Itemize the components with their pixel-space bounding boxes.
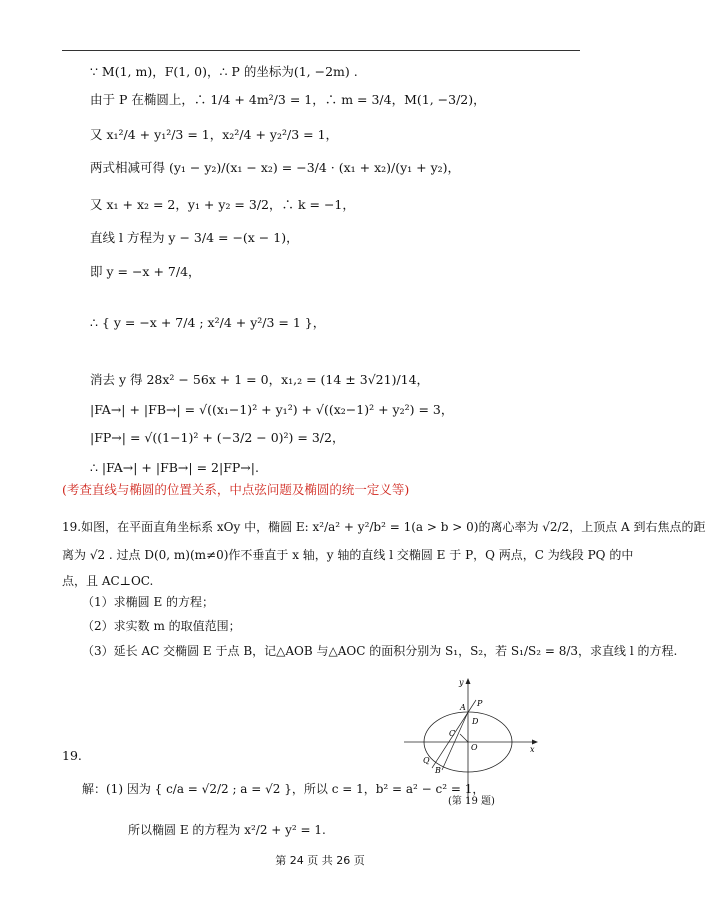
- fig-label-d: D: [472, 717, 479, 726]
- solution-line-7: 即 y = −x + 7/4，: [90, 264, 201, 279]
- solution-line-6: 直线 l 方程为 y − 3/4 = −(x − 1)，: [90, 230, 299, 245]
- solution-line-10: |FA→| + |FB→| = √((x₁−1)² + y₁²) + √((x₂−1)² + y₂²) = 3，: [90, 402, 454, 417]
- fig-label-x: x: [530, 745, 535, 754]
- fig-label-b: B: [435, 766, 441, 775]
- solution-line-9: 消去 y 得 28x² − 56x + 1 = 0，x₁,₂ = (14 ± 3√21)/14，: [90, 372, 430, 387]
- solution-line-2: 由于 P 在椭圆上，∴ 1/4 + 4m²/3 = 1，∴ m = 3/4，M(1, −3/2)，: [90, 92, 486, 107]
- fig-label-y: y: [459, 678, 464, 687]
- answer-line-1: 解：(1) 因为 { c/a = √2/2 ; a = √2 }，所以 c = 1，b² = a² − c² = 1，: [82, 782, 485, 796]
- solution-line-1: ∵ M(1, m)，F(1, 0)，∴ P 的坐标为(1, −2m) .: [90, 64, 358, 79]
- answer-number: 19.: [62, 748, 82, 763]
- solution-line-4: 两式相减可得 (y₁ − y₂)/(x₁ − x₂) = −3/4 · (x₁ + x₂)/(y₁ + y₂)，: [90, 160, 461, 175]
- answer-line-2: 所以椭圆 E 的方程为 x²/2 + y² = 1.: [128, 823, 326, 837]
- fig-label-c: C: [449, 729, 456, 738]
- problem-line-1: 19.如图，在平面直角坐标系 xOy 中，椭圆 E: x²/a² + y²/b² = 1(a > b > 0)的离心率为 √2/2，上顶点 A 到右焦点的距: [62, 520, 706, 534]
- topic-note: (考查直线与椭圆的位置关系，中点弦问题及椭圆的统一定义等): [62, 482, 410, 497]
- figure-caption: (第 19 题): [448, 796, 495, 807]
- fig-label-q: Q: [423, 756, 430, 765]
- problem-line-2: 离为 √2 . 过点 D(0, m)(m≠0)作不垂直于 x 轴，y 轴的直线 l 交椭圆 E 于 P，Q 两点，C 为线段 PQ 的中: [62, 548, 634, 562]
- problem-part-2: （2）求实数 m 的取值范围；: [82, 619, 241, 633]
- header-rule: [62, 50, 580, 51]
- solution-line-5: 又 x₁ + x₂ = 2，y₁ + y₂ = 3/2，∴ k = −1，: [90, 197, 355, 212]
- solution-line-11: |FP→| = √((1−1)² + (−3/2 − 0)²) = 3/2，: [90, 430, 345, 445]
- solution-system: ∴ { y = −x + 7/4 ; x²/4 + y²/3 = 1 }，: [90, 315, 326, 330]
- problem-line-3: 点，且 AC⊥OC.: [62, 574, 154, 588]
- page-footer: 第 24 页 共 26 页: [275, 854, 365, 867]
- fig-label-p: P: [477, 699, 483, 708]
- fig-label-a: A: [460, 703, 466, 712]
- solution-line-3: 又 x₁²/4 + y₁²/3 = 1，x₂²/4 + y₂²/3 = 1，: [90, 127, 339, 142]
- solution-conclusion: ∴ |FA→| + |FB→| = 2|FP→|.: [90, 460, 259, 475]
- problem-part-3: （3）延长 AC 交椭圆 E 于点 B，记△AOB 与△AOC 的面积分别为 S₁，S₂，若 S₁/S₂ = 8/3，求直线 l 的方程.: [82, 644, 678, 658]
- problem-part-1: （1）求椭圆 E 的方程；: [82, 595, 215, 609]
- fig-label-o: O: [471, 743, 478, 752]
